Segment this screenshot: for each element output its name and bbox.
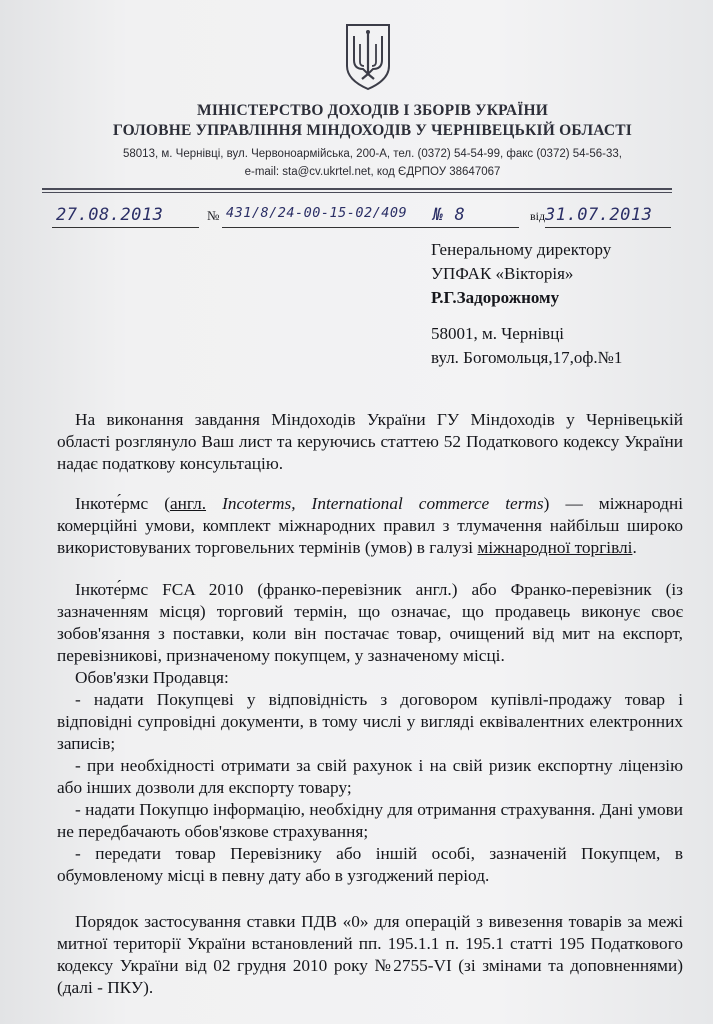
- paragraph-intro: На виконання завдання Міндоходів України ГУ Міндоходів у Чернівецькій області розглянуло Ваш лист та керуючись статтею 52 Податкового кодексу України надає податкову консультацію.: [57, 410, 683, 473]
- recipient-street: вул. Богомольця,17,оф.№1: [431, 348, 623, 367]
- department-name: ГОЛОВНЕ УПРАВЛІННЯ МІНДОХОДІВ У ЧЕРНІВЕЦЬКІЙ ОБЛАСТІ: [113, 122, 632, 139]
- number-label: №: [207, 208, 220, 223]
- recipient-name: Р.Г.Задорожному: [431, 288, 560, 307]
- date-underline: [52, 227, 199, 228]
- number-underline: [222, 227, 519, 228]
- from-label: від: [530, 209, 546, 223]
- duty-item-3: - надати Покупцю інформацію, необхідну для отримання страхування. Дані умови не передбачають обов'язкове страхування;: [57, 800, 683, 841]
- recipient-position: Генеральному директору: [431, 240, 612, 259]
- engl-link[interactable]: англ.: [169, 494, 207, 513]
- incoming-number: № 8: [433, 205, 466, 225]
- office-address: 58013, м. Чернівці, вул. Червоноармійська, 200-А, тел. (0372) 54-54-99, факс (0372) 54-56-33,: [122, 148, 622, 160]
- trident-emblem-icon: [343, 22, 393, 92]
- duties-title: Обов'язки Продавця:: [75, 668, 229, 687]
- duty-item-4: - передати товар Перевізнику або іншій особі, зазначеній Покупцем, в обумовленому місці в певну дату або в узгоджений період.: [57, 844, 683, 885]
- recipient-city: 58001, м. Чернівці: [431, 324, 565, 343]
- incoming-date-underline: [545, 227, 671, 228]
- office-contacts: e-mail: sta@cv.ukrtel.net, код ЄДРПОУ 38647067: [244, 166, 501, 178]
- header-divider-thin: [42, 192, 672, 193]
- recipient-company: УПФАК «Вікторія»: [431, 264, 574, 283]
- header-divider: [42, 188, 672, 190]
- ministry-name: МІНІСТЕРСТВО ДОХОДІВ І ЗБОРІВ УКРАЇНИ: [196, 102, 549, 119]
- duty-item-2: - при необхідності отримати за свій рахунок і на свій ризик експортну ліцензію або інших дозволи для експорту товару;: [57, 756, 683, 797]
- incoming-date: 31.07.2013: [545, 205, 653, 225]
- paragraph-fca: Інкоте́рмс FCA 2010 (франко-перевізник англ.) або Франко-перевізник (із зазначенням місця) торговий термін, що означає, що продавець виконує своє зобов'язання з поставки, коли він постачає товар, очищений від мит на експорт, перевізникові, призначеному покупцем, у зазначеному місці.: [57, 580, 683, 665]
- duty-item-1: - надати Покупцеві у відповідність з договором купівлі-продажу товар і відповідні супровідні документи, в тому числі у вигляді еквівалентних електронних записів;: [57, 690, 683, 753]
- outgoing-number: 431/8/24-00-15-02/409: [226, 205, 408, 221]
- registration-line: [52, 205, 672, 227]
- paragraph-incoterms: Інкоте́рмс (англ. Incoterms, International commerce terms) — міжнародні комерційні умови, комплект міжнародних правил з тлумачення найбільш широко використовуваних торговельних термінів (умов) в галузі міжнародної торгівлі.: [57, 494, 683, 557]
- outgoing-date: 27.08.2013: [56, 205, 164, 225]
- international-trade-link[interactable]: міжнародної торгівлі: [477, 538, 633, 557]
- paragraph-vat: Порядок застосування ставки ПДВ «0» для операцій з вивезення товарів за межі митної території України встановлений пп. 195.1.1 п. 195.1 статті 195 Податкового кодексу України від 02 грудня 2010 року №2755-VI (зі змінами та доповненнями) (далі - ПКУ).: [57, 912, 683, 997]
